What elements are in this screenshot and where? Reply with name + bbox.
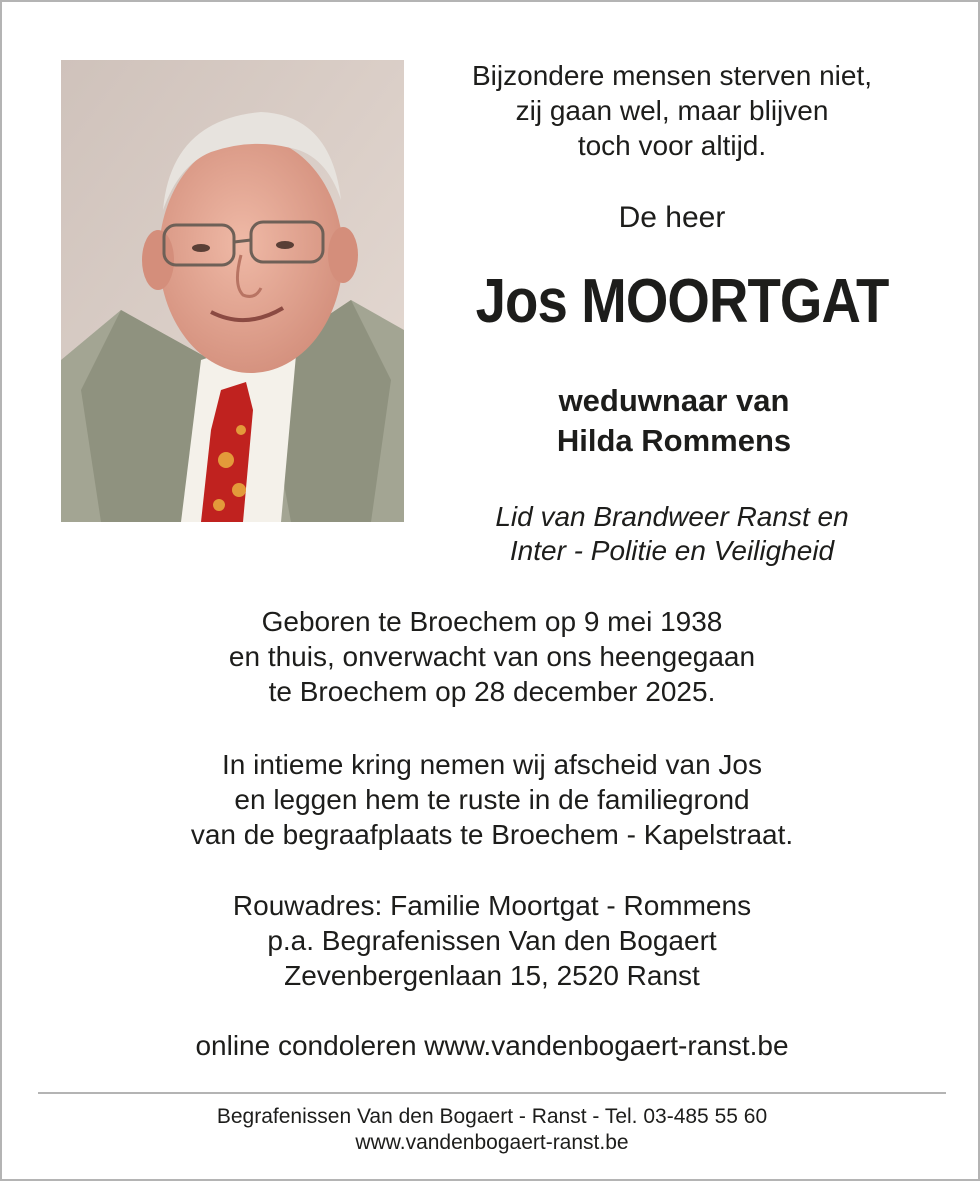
membership-note	[432, 500, 912, 568]
footer-website: www.vandenbogaert-ranst.be	[355, 1131, 629, 1154]
birth-death-line: Geboren te Broechem op 9 mei 1938	[261, 606, 723, 637]
memorial-quote	[432, 58, 912, 163]
birth-death-line: te Broechem op 28 december 2025.	[268, 676, 716, 707]
ceremony-line: van de begraafplaats te Broechem - Kapelstraat.	[190, 819, 794, 850]
address-line: p.a. Begrafenissen Van den Bogaert	[267, 925, 717, 956]
address-line: Zevenbergenlaan 15, 2520 Ranst	[284, 960, 700, 991]
footer-line: Begrafenissen Van den Bogaert - Ranst - Tel. 03-485 55 60	[216, 1105, 768, 1128]
online-condolences: online condoleren www.vandenbogaert-ranst.be	[195, 1030, 789, 1061]
quote-line: Bijzondere mensen sterven niet,	[472, 60, 872, 91]
membership-line: Inter - Politie en Veiligheid	[509, 535, 835, 566]
ceremony-line: In intieme kring nemen wij afscheid van Jos	[221, 749, 763, 780]
portrait-photo	[61, 60, 404, 522]
spouse-name: Hilda Rommens	[556, 423, 792, 458]
footer-divider	[38, 1092, 946, 1094]
membership-line: Lid van Brandweer Ranst en	[495, 501, 849, 532]
honorific-title: De heer	[618, 201, 726, 234]
quote-line: toch voor altijd.	[577, 130, 767, 161]
relation-line: weduwnaar van	[558, 383, 790, 418]
quote-line: zij gaan wel, maar blijven	[515, 95, 829, 126]
ceremony-info	[102, 747, 882, 852]
address-line: Rouwadres: Familie Moortgat - Rommens	[232, 890, 752, 921]
mourning-address	[102, 888, 882, 993]
funeral-home-footer	[102, 1104, 882, 1156]
deceased-name: Jos MOORTGAT	[475, 267, 889, 336]
birth-death-info	[102, 604, 882, 709]
spouse-relation	[432, 381, 916, 461]
birth-death-line: en thuis, onverwacht van ons heengegaan	[228, 641, 756, 672]
ceremony-line: en leggen hem te ruste in de familiegrond	[234, 784, 750, 815]
portrait-photo-icon	[61, 60, 404, 522]
